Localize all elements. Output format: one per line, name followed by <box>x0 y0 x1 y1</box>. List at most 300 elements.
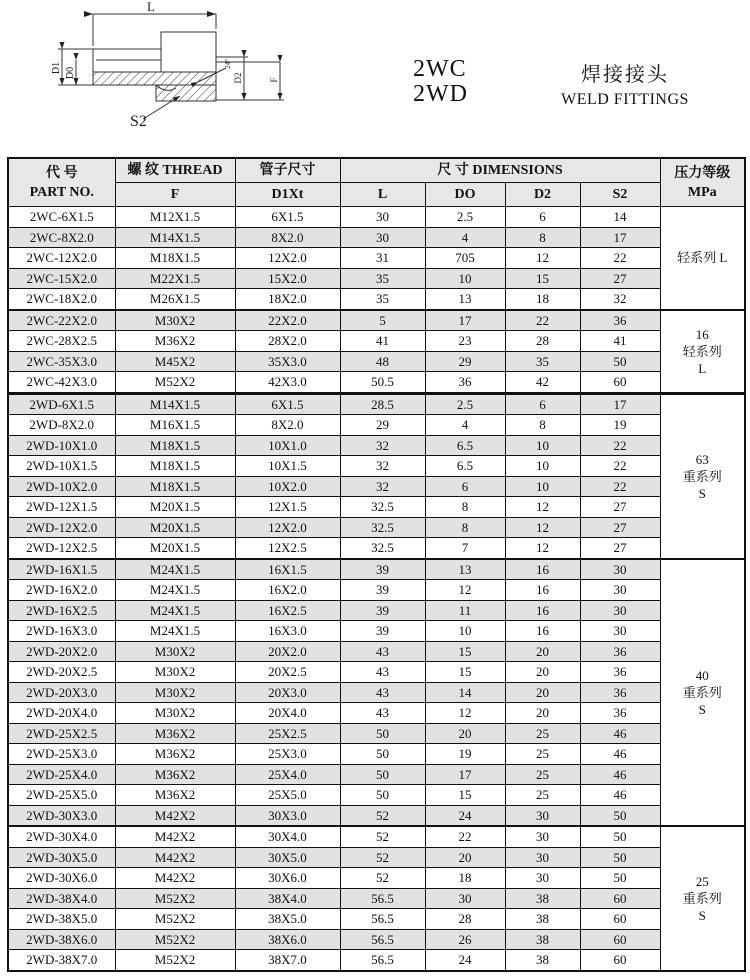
col-header-part-no-en: PART NO. <box>29 184 94 200</box>
dim-d0-cell: 23 <box>425 331 505 352</box>
dim-d2-cell: 20 <box>505 682 580 703</box>
dim-d0-cell: 24 <box>425 950 505 971</box>
thread-cell: M24X1.5 <box>115 621 235 642</box>
thread-cell: M30X2 <box>115 641 235 662</box>
pipe-size-cell: 12X2.0 <box>235 248 340 269</box>
dim-s2-cell: 27 <box>580 497 660 518</box>
part-no-cell: 2WD-20X2.5 <box>8 662 115 683</box>
col-header-d2: D2 <box>505 183 580 207</box>
dim-d2-cell: 16 <box>505 559 580 580</box>
dim-s2-cell: 22 <box>580 456 660 477</box>
dim-s2-cell: 17 <box>580 227 660 248</box>
dim-s2-cell: 50 <box>580 847 660 868</box>
table-row <box>8 559 745 580</box>
pipe-size-cell: 25X5.0 <box>235 785 340 806</box>
table-row <box>8 393 745 415</box>
table-row <box>8 497 745 518</box>
thread-cell: M42X2 <box>115 826 235 847</box>
part-no-cell: 2WD-16X3.0 <box>8 621 115 642</box>
thread-cell: M20X1.5 <box>115 517 235 538</box>
dim-d0-cell: 8 <box>425 517 505 538</box>
table-row <box>8 929 745 950</box>
part-no-cell: 2WD-20X3.0 <box>8 682 115 703</box>
thread-cell: M24X1.5 <box>115 580 235 601</box>
dim-d2-cell: 15 <box>505 268 580 289</box>
dim-l-cell: 31 <box>340 248 425 269</box>
dim-s2-cell: 36 <box>580 641 660 662</box>
product-codes <box>413 57 468 107</box>
part-no-cell: 2WD-10X1.5 <box>8 456 115 477</box>
dim-s2-cell: 27 <box>580 517 660 538</box>
dim-s2-cell: 60 <box>580 372 660 394</box>
pressure-group-label-line: 轻系列 <box>682 343 722 359</box>
dim-d2-cell: 30 <box>505 826 580 847</box>
dim-d0-cell: 18 <box>425 868 505 889</box>
part-no-cell: 2WD-25X4.0 <box>8 764 115 785</box>
thread-cell: M36X2 <box>115 744 235 765</box>
table-row <box>8 289 745 310</box>
table-row <box>8 744 745 765</box>
dim-d2-cell: 22 <box>505 310 580 331</box>
thread-cell: M18X1.5 <box>115 456 235 477</box>
thread-cell: M36X2 <box>115 764 235 785</box>
dim-d2-cell: 30 <box>505 847 580 868</box>
pipe-size-cell: 25X4.0 <box>235 764 340 785</box>
dim-s2-cell: 27 <box>580 268 660 289</box>
col-header-pressure-zh: 压力等级 <box>674 165 731 181</box>
pressure-group-label-line: 63 <box>695 451 709 467</box>
part-no-cell: 2WC-15X2.0 <box>8 268 115 289</box>
table-row <box>8 888 745 909</box>
thread-cell: M18X1.5 <box>115 476 235 497</box>
dim-s2-cell: 46 <box>580 723 660 744</box>
dim-d2-cell: 30 <box>505 868 580 889</box>
dim-s2-cell: 36 <box>580 682 660 703</box>
dim-d0-cell: 2.5 <box>425 393 505 415</box>
dim-d2-cell: 16 <box>505 580 580 601</box>
pipe-size-cell: 30X4.0 <box>235 826 340 847</box>
dim-l-cell: 52 <box>340 868 425 889</box>
dim-d2-cell: 8 <box>505 227 580 248</box>
dim-l-cell: 39 <box>340 559 425 580</box>
dim-d2-cell: 12 <box>505 248 580 269</box>
thread-cell: M45X2 <box>115 351 235 372</box>
part-no-cell: 2WC-8X2.0 <box>8 227 115 248</box>
dim-s2-cell: 60 <box>580 929 660 950</box>
dim-d0-cell: 705 <box>425 248 505 269</box>
dim-d2-cell: 25 <box>505 744 580 765</box>
dim-l-cell: 56.5 <box>340 909 425 930</box>
dim-s2-cell: 36 <box>580 310 660 331</box>
dim-d2-cell: 6 <box>505 393 580 415</box>
pipe-size-cell: 10X1.5 <box>235 456 340 477</box>
pipe-size-cell: 6X1.5 <box>235 393 340 415</box>
dim-l-cell: 30 <box>340 227 425 248</box>
dim-l-cell: 43 <box>340 703 425 724</box>
table-row <box>8 538 745 559</box>
dim-l-cell: 56.5 <box>340 929 425 950</box>
dim-d2-cell: 20 <box>505 641 580 662</box>
part-no-cell: 2WD-25X2.5 <box>8 723 115 744</box>
dim-d2-cell: 10 <box>505 435 580 456</box>
thread-cell: M52X2 <box>115 888 235 909</box>
part-no-cell: 2WD-16X2.0 <box>8 580 115 601</box>
dim-d0-cell: 4 <box>425 415 505 436</box>
dim-l-cell: 32.5 <box>340 538 425 559</box>
pressure-group-label-line: 重系列 <box>682 890 722 906</box>
table-row <box>8 785 745 806</box>
part-no-cell: 2WD-12X2.5 <box>8 538 115 559</box>
part-no-cell: 2WD-8X2.0 <box>8 415 115 436</box>
dim-d2-cell: 16 <box>505 600 580 621</box>
thread-cell: M26X1.5 <box>115 289 235 310</box>
page-title <box>535 58 715 109</box>
thread-cell: M30X2 <box>115 662 235 683</box>
dim-l-cell: 48 <box>340 351 425 372</box>
thread-cell: M36X2 <box>115 785 235 806</box>
thread-cell: M14X1.5 <box>115 393 235 415</box>
dim-l-cell: 56.5 <box>340 950 425 971</box>
dim-d2-cell: 12 <box>505 497 580 518</box>
table-row <box>8 826 745 847</box>
dim-s2-cell: 30 <box>580 559 660 580</box>
pipe-size-cell: 38X5.0 <box>235 909 340 930</box>
dim-d0-cell: 15 <box>425 641 505 662</box>
table-row <box>8 331 745 352</box>
dim-d2-cell: 38 <box>505 888 580 909</box>
dim-s2-cell: 46 <box>580 785 660 806</box>
dim-s2-cell: 36 <box>580 703 660 724</box>
dim-d0-cell: 10 <box>425 268 505 289</box>
dim-d0-cell: 17 <box>425 310 505 331</box>
pipe-size-cell: 22X2.0 <box>235 310 340 331</box>
dim-label-f: F <box>269 77 279 83</box>
dim-l-cell: 39 <box>340 621 425 642</box>
pressure-group-cell <box>660 310 745 394</box>
dim-d2-cell: 20 <box>505 703 580 724</box>
dim-l-cell: 43 <box>340 641 425 662</box>
thread-cell: M24X1.5 <box>115 600 235 621</box>
dim-d2-cell: 28 <box>505 331 580 352</box>
thread-cell: M42X2 <box>115 847 235 868</box>
dim-l-cell: 30 <box>340 207 425 228</box>
col-header-part-no-zh: 代 号 <box>46 165 78 181</box>
col-header-pressure-unit: MPa <box>687 184 717 200</box>
dim-l-cell: 43 <box>340 662 425 683</box>
dim-d0-cell: 20 <box>425 847 505 868</box>
part-no-cell: 2WD-25X3.0 <box>8 744 115 765</box>
part-no-cell: 2WC-28X2.5 <box>8 331 115 352</box>
part-no-cell: 2WD-30X5.0 <box>8 847 115 868</box>
dim-l-cell: 50.5 <box>340 372 425 394</box>
dim-d0-cell: 15 <box>425 662 505 683</box>
dim-d2-cell: 8 <box>505 415 580 436</box>
dim-s2-cell: 30 <box>580 621 660 642</box>
col-header-pipe-size: 管子尺寸 <box>235 158 340 183</box>
table-row <box>8 703 745 724</box>
pipe-size-cell: 10X1.0 <box>235 435 340 456</box>
pipe-size-cell: 8X2.0 <box>235 227 340 248</box>
table-row <box>8 517 745 538</box>
thread-cell: M30X2 <box>115 682 235 703</box>
pipe-size-cell: 8X2.0 <box>235 415 340 436</box>
dim-d0-cell: 12 <box>425 703 505 724</box>
pipe-size-cell: 10X2.0 <box>235 476 340 497</box>
dim-d0-cell: 13 <box>425 289 505 310</box>
pipe-size-cell: 38X6.0 <box>235 929 340 950</box>
table-row <box>8 723 745 744</box>
dim-d2-cell: 38 <box>505 929 580 950</box>
pipe-size-cell: 20X4.0 <box>235 703 340 724</box>
dim-d2-cell: 6 <box>505 207 580 228</box>
dim-l-cell: 5 <box>340 310 425 331</box>
thread-cell: M24X1.5 <box>115 559 235 580</box>
part-no-cell: 2WD-30X4.0 <box>8 826 115 847</box>
dim-l-cell: 28.5 <box>340 393 425 415</box>
dim-d2-cell: 38 <box>505 950 580 971</box>
part-no-cell: 2WC-18X2.0 <box>8 289 115 310</box>
dim-l-cell: 29 <box>340 415 425 436</box>
col-header-thread: 螺 纹 THREAD <box>115 158 235 183</box>
pressure-group-label-line: S <box>698 485 706 501</box>
dim-l-cell: 35 <box>340 268 425 289</box>
dim-d0-cell: 29 <box>425 351 505 372</box>
part-no-cell: 2WD-30X6.0 <box>8 868 115 889</box>
table-row <box>8 227 745 248</box>
pipe-size-cell: 6X1.5 <box>235 207 340 228</box>
dim-l-cell: 43 <box>340 682 425 703</box>
dim-d2-cell: 18 <box>505 289 580 310</box>
dim-l-cell: 56.5 <box>340 888 425 909</box>
dim-s2-cell: 60 <box>580 950 660 971</box>
dim-s2-cell: 22 <box>580 248 660 269</box>
table-row <box>8 415 745 436</box>
part-no-cell: 2WC-42X3.0 <box>8 372 115 394</box>
dim-d0-cell: 14 <box>425 682 505 703</box>
pipe-size-cell: 15X2.0 <box>235 268 340 289</box>
pipe-size-cell: 18X2.0 <box>235 289 340 310</box>
pipe-size-cell: 25X2.5 <box>235 723 340 744</box>
pipe-size-cell: 16X3.0 <box>235 621 340 642</box>
table-row <box>8 662 745 683</box>
dim-s2-cell: 27 <box>580 538 660 559</box>
part-no-cell: 2WC-35X3.0 <box>8 351 115 372</box>
dim-l-cell: 52 <box>340 847 425 868</box>
pressure-group-cell <box>660 393 745 559</box>
part-no-cell: 2WD-12X1.5 <box>8 497 115 518</box>
table-row <box>8 950 745 971</box>
dim-label-d0: D0 <box>65 66 76 80</box>
table-row <box>8 351 745 372</box>
dim-label-s2: S2 <box>130 113 147 130</box>
dim-l-cell: 50 <box>340 744 425 765</box>
col-header-s2: S2 <box>580 183 660 207</box>
thread-cell: M16X1.5 <box>115 415 235 436</box>
col-header-d0: DO <box>425 183 505 207</box>
dim-s2-cell: 19 <box>580 415 660 436</box>
pipe-size-cell: 20X2.5 <box>235 662 340 683</box>
dim-d2-cell: 35 <box>505 351 580 372</box>
dim-d2-cell: 30 <box>505 805 580 826</box>
col-header-pressure <box>660 158 745 207</box>
thread-cell: M20X1.5 <box>115 538 235 559</box>
dim-l-cell: 50 <box>340 723 425 744</box>
dim-label-angle: 24° <box>224 59 232 69</box>
pipe-size-cell: 30X3.0 <box>235 805 340 826</box>
dim-d0-cell: 30 <box>425 888 505 909</box>
dim-d2-cell: 25 <box>505 785 580 806</box>
dim-d0-cell: 12 <box>425 580 505 601</box>
dim-d0-cell: 4 <box>425 227 505 248</box>
part-no-cell: 2WD-10X2.0 <box>8 476 115 497</box>
dim-d0-cell: 6.5 <box>425 435 505 456</box>
table-row <box>8 248 745 269</box>
dim-d0-cell: 19 <box>425 744 505 765</box>
table-row <box>8 805 745 826</box>
pressure-group-label-line: 重系列 <box>682 468 722 484</box>
thread-cell: M22X1.5 <box>115 268 235 289</box>
table-row <box>8 372 745 394</box>
dim-s2-cell: 30 <box>580 600 660 621</box>
dim-s2-cell: 41 <box>580 331 660 352</box>
spec-table <box>7 157 746 972</box>
dim-d0-cell: 17 <box>425 764 505 785</box>
dim-s2-cell: 50 <box>580 805 660 826</box>
dim-d0-cell: 15 <box>425 785 505 806</box>
dim-s2-cell: 46 <box>580 744 660 765</box>
dim-l-cell: 35 <box>340 289 425 310</box>
part-no-cell: 2WC-12X2.0 <box>8 248 115 269</box>
pressure-group-label-line: 25 <box>695 873 709 889</box>
part-no-cell: 2WD-25X5.0 <box>8 785 115 806</box>
thread-cell: M20X1.5 <box>115 497 235 518</box>
pressure-group-label-line: S <box>698 701 706 717</box>
table-row <box>8 764 745 785</box>
pipe-size-cell: 38X4.0 <box>235 888 340 909</box>
dim-d0-cell: 24 <box>425 805 505 826</box>
pressure-group-label-line: S <box>698 907 706 923</box>
dim-l-cell: 32 <box>340 476 425 497</box>
table-row <box>8 682 745 703</box>
pressure-group-cell <box>660 826 745 971</box>
dim-d2-cell: 16 <box>505 621 580 642</box>
fitting-drawing <box>48 2 303 137</box>
spec-table-body <box>8 207 745 971</box>
dim-d0-cell: 6 <box>425 476 505 497</box>
pipe-size-cell: 12X1.5 <box>235 497 340 518</box>
part-no-cell: 2WD-12X2.0 <box>8 517 115 538</box>
dim-d0-cell: 8 <box>425 497 505 518</box>
dim-s2-cell: 22 <box>580 476 660 497</box>
dim-d2-cell: 42 <box>505 372 580 394</box>
thread-cell: M18X1.5 <box>115 248 235 269</box>
table-row <box>8 909 745 930</box>
thread-cell: M12X1.5 <box>115 207 235 228</box>
table-row <box>8 310 745 331</box>
col-header-thread-f: F <box>115 183 235 207</box>
dim-l-cell: 52 <box>340 826 425 847</box>
dim-s2-cell: 17 <box>580 393 660 415</box>
pipe-size-cell: 25X3.0 <box>235 744 340 765</box>
dim-s2-cell: 60 <box>580 909 660 930</box>
product-code-2wc: 2WC <box>413 56 467 82</box>
dim-d2-cell: 20 <box>505 662 580 683</box>
dim-d0-cell: 11 <box>425 600 505 621</box>
thread-cell: M36X2 <box>115 331 235 352</box>
dim-d2-cell: 10 <box>505 476 580 497</box>
pipe-size-cell: 30X6.0 <box>235 868 340 889</box>
dim-l-cell: 50 <box>340 785 425 806</box>
dim-label-l: L <box>147 2 155 14</box>
dim-s2-cell: 32 <box>580 289 660 310</box>
page-title-zh: 焊接接头 <box>581 64 669 86</box>
dim-d0-cell: 26 <box>425 929 505 950</box>
dim-label-d2: D2 <box>233 72 243 84</box>
dim-s2-cell: 50 <box>580 826 660 847</box>
pipe-size-cell: 16X2.5 <box>235 600 340 621</box>
pressure-group-cell <box>660 207 745 310</box>
table-row <box>8 868 745 889</box>
thread-cell: M52X2 <box>115 909 235 930</box>
dim-s2-cell: 50 <box>580 351 660 372</box>
part-no-cell: 2WC-6X1.5 <box>8 207 115 228</box>
part-no-cell: 2WD-38X5.0 <box>8 909 115 930</box>
table-row <box>8 456 745 477</box>
thread-cell: M30X2 <box>115 703 235 724</box>
dim-d0-cell: 36 <box>425 372 505 394</box>
dim-d0-cell: 28 <box>425 909 505 930</box>
dim-d0-cell: 22 <box>425 826 505 847</box>
table-row <box>8 641 745 662</box>
dim-d2-cell: 38 <box>505 909 580 930</box>
col-header-dimensions: 尺 寸 DIMENSIONS <box>340 158 660 183</box>
product-code-2wd: 2WD <box>413 81 468 107</box>
thread-cell: M42X2 <box>115 805 235 826</box>
pressure-group-label-line: 重系列 <box>682 684 722 700</box>
dim-d0-cell: 6.5 <box>425 456 505 477</box>
dim-l-cell: 52 <box>340 805 425 826</box>
pipe-size-cell: 12X2.5 <box>235 538 340 559</box>
pipe-size-cell: 16X1.5 <box>235 559 340 580</box>
table-row <box>8 621 745 642</box>
dim-l-cell: 32 <box>340 435 425 456</box>
part-no-cell: 2WD-10X1.0 <box>8 435 115 456</box>
dim-d0-cell: 7 <box>425 538 505 559</box>
dim-l-cell: 41 <box>340 331 425 352</box>
part-no-cell: 2WD-30X3.0 <box>8 805 115 826</box>
thread-cell: M30X2 <box>115 310 235 331</box>
dim-s2-cell: 36 <box>580 662 660 683</box>
thread-cell: M14X1.5 <box>115 227 235 248</box>
pipe-size-cell: 20X3.0 <box>235 682 340 703</box>
col-header-l: L <box>340 183 425 207</box>
thread-cell: M36X2 <box>115 723 235 744</box>
dim-d0-cell: 10 <box>425 621 505 642</box>
col-header-d1xt: D1Xt <box>235 183 340 207</box>
dim-s2-cell: 30 <box>580 580 660 601</box>
dim-l-cell: 32 <box>340 456 425 477</box>
pressure-group-label-line: 40 <box>695 667 709 683</box>
dim-d0-cell: 20 <box>425 723 505 744</box>
dim-d2-cell: 25 <box>505 723 580 744</box>
thread-cell: M52X2 <box>115 929 235 950</box>
part-no-cell: 2WD-38X7.0 <box>8 950 115 971</box>
pipe-size-cell: 35X3.0 <box>235 351 340 372</box>
dim-d2-cell: 10 <box>505 456 580 477</box>
table-row <box>8 435 745 456</box>
dim-s2-cell: 50 <box>580 868 660 889</box>
pipe-size-cell: 42X3.0 <box>235 372 340 394</box>
